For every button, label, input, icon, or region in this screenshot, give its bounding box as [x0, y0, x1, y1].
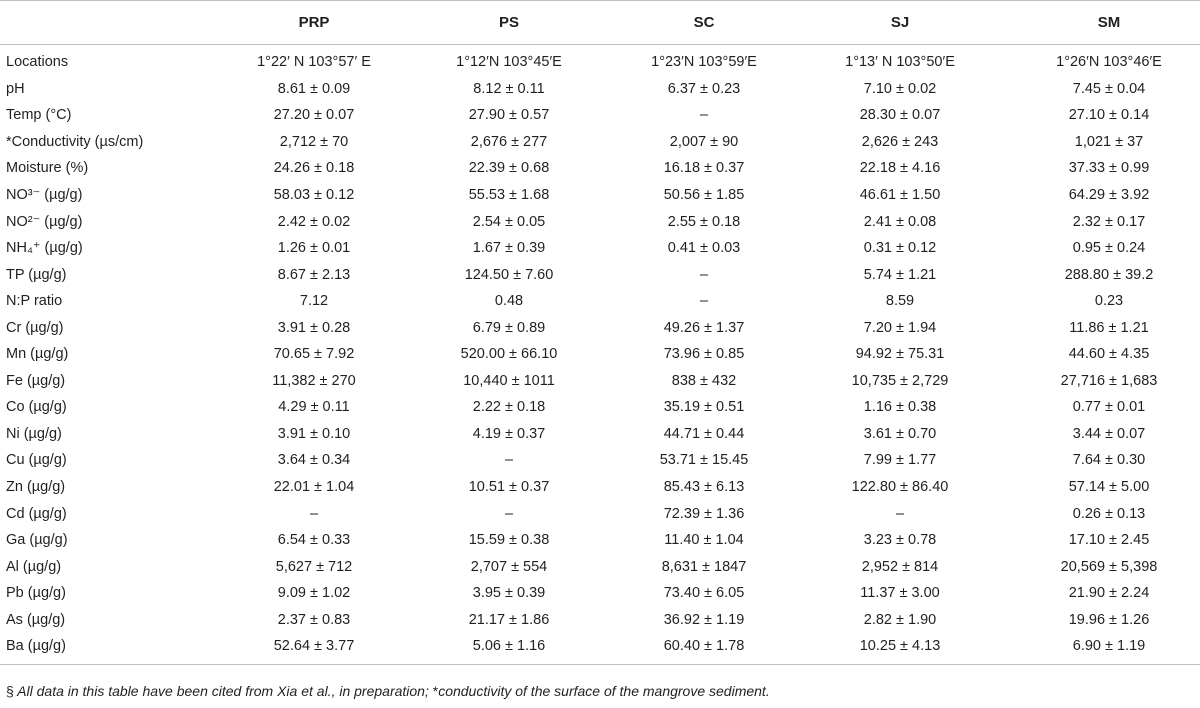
table-cell: 3.95 ± 0.39: [472, 585, 546, 602]
row-label: N:P ratio: [6, 293, 63, 310]
table-row: [0, 155, 1200, 182]
row-label: NO³⁻ (µg/g): [6, 187, 83, 203]
table-cell: 3.23 ± 0.78: [863, 532, 937, 549]
table-cell: 27,716 ± 1,683: [1060, 372, 1158, 389]
table-cell: 10,440 ± 1011: [463, 372, 555, 389]
row-label: Pb (µg/g): [6, 585, 66, 602]
table-cell: 2.37 ± 0.83: [277, 611, 351, 628]
table-cell: 11.86 ± 1.21: [1069, 319, 1149, 336]
table-row: [0, 606, 1200, 633]
row-label: *Conductivity (µs/cm): [6, 133, 144, 150]
row-label: Locations: [6, 54, 69, 71]
table-row: [0, 527, 1200, 554]
table-cell: 70.65 ± 7.92: [273, 346, 355, 363]
table-cell: 122.80 ± 86.40: [851, 479, 949, 496]
table-cell: 22.18 ± 4.16: [859, 160, 941, 177]
table-cell: 4.29 ± 0.11: [278, 399, 350, 416]
table-cell: 1°23′N 103°59′E: [651, 54, 757, 71]
table-cell: 1.26 ± 0.01: [277, 240, 351, 257]
table-header: [0, 1, 1200, 45]
table-cell: 57.14 ± 5.00: [1068, 479, 1150, 496]
table-cell: 4.19 ± 0.37: [472, 425, 546, 442]
table-cell: 10.51 ± 0.37: [468, 479, 550, 496]
table-cell: 8.12 ± 0.11: [473, 80, 545, 97]
table-row: [0, 447, 1200, 474]
table-cell: 9.09 ± 1.02: [277, 585, 351, 602]
table-cell: 3.44 ± 0.07: [1072, 425, 1146, 442]
table-cell: 124.50 ± 7.60: [464, 266, 554, 283]
row-label: Ba (µg/g): [0, 633, 216, 664]
table-cell: 73.96 ± 0.85: [663, 346, 745, 363]
table-cell: 0.31 ± 0.12: [863, 240, 937, 257]
table-cell: 7.45 ± 0.04: [1072, 80, 1146, 97]
table-cell: 6.37 ± 0.23: [667, 80, 741, 97]
table-cell: 2,007 ± 90: [669, 133, 739, 150]
table-cell: 2,712 ± 70: [279, 133, 349, 150]
table-cell: 8.61 ± 0.09: [277, 80, 351, 97]
table-body: [0, 45, 1200, 665]
table-cell: –: [699, 293, 709, 310]
row-label: Moisture (%): [6, 160, 89, 177]
row-label: Mn (µg/g): [6, 346, 69, 363]
table-row: [0, 288, 1200, 315]
table-cell: 35.19 ± 0.51: [663, 399, 745, 416]
header-cell-blank: [0, 1, 216, 45]
table-cell: 1°13′ N 103°50′E: [845, 54, 955, 71]
table-cell: 8,631 ± 1847: [661, 558, 747, 575]
row-label: Ni (µg/g): [6, 425, 62, 442]
table-cell: 85.43 ± 6.13: [663, 479, 745, 496]
table-cell: 6.79 ± 0.89: [472, 319, 546, 336]
table-cell: 11.37 ± 3.00: [860, 585, 940, 602]
table-cell: 22.39 ± 0.68: [468, 160, 550, 177]
table-row: [0, 235, 1200, 262]
table-cell: 8.67 ± 2.13: [277, 266, 351, 283]
table-cell: 46.61 ± 1.50: [859, 187, 941, 203]
table-cell: 1,021 ± 37: [1074, 133, 1144, 150]
footnote-marker: §: [6, 683, 14, 699]
table-cell: 2,952 ± 814: [861, 558, 939, 575]
table-cell: 21.17 ± 1.86: [468, 611, 550, 628]
table-cell: 24.26 ± 0.18: [273, 160, 355, 177]
table-cell: 49.26 ± 1.37: [663, 319, 745, 336]
table-cell: 1°26′N 103°46′E: [1056, 54, 1162, 71]
table-cell: 2,676 ± 277: [470, 133, 548, 150]
table-cell: 94.92 ± 75.31: [855, 346, 945, 363]
table-cell: 58.03 ± 0.12: [273, 187, 355, 203]
table-cell: 288.80 ± 39.2: [1064, 266, 1154, 283]
table-cell: 3.91 ± 0.10: [277, 425, 351, 442]
table-row: [0, 261, 1200, 288]
row-label: Ga (µg/g): [6, 532, 68, 549]
table-cell: 44.71 ± 0.44: [663, 425, 745, 442]
table-cell: 3.61 ± 0.70: [863, 425, 937, 442]
column-header-prp: PRP: [216, 1, 412, 45]
row-label: NH₄⁺ (µg/g): [6, 240, 83, 257]
table-cell: 5,627 ± 712: [275, 558, 353, 575]
table-cell: 27.10 ± 0.14: [1068, 107, 1150, 124]
table-cell: 20,569 ± 5,398: [1060, 558, 1158, 575]
table-cell: 2,707 ± 554: [470, 558, 548, 575]
table-cell: 0.95 ± 0.24: [1072, 240, 1146, 257]
table-cell: 3.91 ± 0.28: [277, 319, 351, 336]
table-cell: 5.74 ± 1.21: [863, 266, 937, 283]
table-row: [0, 182, 1200, 209]
table-cell: 60.40 ± 1.78: [606, 633, 802, 664]
row-label: Cd (µg/g): [6, 505, 67, 522]
table-cell: 2.41 ± 0.08: [863, 213, 937, 230]
row-label: Al (µg/g): [6, 558, 62, 575]
table-cell: 2.54 ± 0.05: [472, 213, 546, 230]
table-cell: 0.77 ± 0.01: [1072, 399, 1146, 416]
table-cell: 73.40 ± 6.05: [663, 585, 745, 602]
table-cell: 1°22′ N 103°57′ E: [257, 54, 371, 71]
row-label: TP (µg/g): [6, 266, 67, 283]
row-label: pH: [6, 80, 25, 97]
row-label: Fe (µg/g): [6, 372, 66, 389]
table-cell: 64.29 ± 3.92: [1068, 187, 1150, 203]
row-label: Cu (µg/g): [6, 452, 67, 469]
table-cell: 7.99 ± 1.77: [863, 452, 937, 469]
table-row: [0, 500, 1200, 527]
table-cell: 838 ± 432: [671, 372, 737, 389]
table-cell: 28.30 ± 0.07: [859, 107, 941, 124]
table-row: [0, 474, 1200, 501]
row-label: Zn (µg/g): [6, 479, 66, 496]
table-cell: 8.59: [885, 293, 915, 310]
table-cell: 27.20 ± 0.07: [273, 107, 355, 124]
table-row: [0, 314, 1200, 341]
table-cell: 7.64 ± 0.30: [1072, 452, 1146, 469]
table-row: [0, 394, 1200, 421]
row-label: Cr (µg/g): [6, 319, 64, 336]
table-cell: 1.16 ± 0.38: [863, 399, 937, 416]
table-cell: 11.40 ± 1.04: [664, 532, 744, 549]
table-row: [0, 208, 1200, 235]
table-cell: –: [504, 505, 514, 522]
table-cell: –: [699, 107, 709, 124]
table-cell: 19.96 ± 1.26: [1068, 611, 1150, 628]
footnote-text-a: All data in this table have been cited from Xia et al., in preparation;: [13, 683, 433, 699]
table-row: [0, 633, 1200, 664]
row-label: Co (µg/g): [6, 399, 67, 416]
table-cell: –: [309, 505, 319, 522]
table-cell: 7.20 ± 1.94: [863, 319, 937, 336]
table-cell: 2.32 ± 0.17: [1072, 213, 1146, 230]
column-header-sj: SJ: [802, 1, 998, 45]
column-header-sm: SM: [998, 1, 1200, 45]
table-cell: 2,626 ± 243: [861, 133, 939, 150]
table-row: [0, 341, 1200, 368]
table-cell: 7.10 ± 0.02: [863, 80, 937, 97]
row-label: Temp (°C): [6, 107, 72, 124]
table-cell: 1°12′N 103°45′E: [456, 54, 562, 71]
table-row: [0, 421, 1200, 448]
table-cell: 36.92 ± 1.19: [663, 611, 745, 628]
table-cell: 2.42 ± 0.02: [277, 213, 351, 230]
table-cell: 53.71 ± 15.45: [659, 452, 749, 469]
table-cell: 5.06 ± 1.16: [412, 633, 606, 664]
table-row: [0, 129, 1200, 156]
table-cell: 22.01 ± 1.04: [273, 479, 355, 496]
row-label: NO²⁻ (µg/g): [6, 213, 83, 230]
table-cell: 17.10 ± 2.45: [1068, 532, 1150, 549]
table-cell: 1.67 ± 0.39: [472, 240, 546, 257]
footnote-asterisk: *: [432, 683, 439, 699]
table-cell: 6.90 ± 1.19: [998, 633, 1200, 664]
table-row: [0, 45, 1200, 76]
table-row: [0, 553, 1200, 580]
table-cell: 10.25 ± 4.13: [802, 633, 998, 664]
table-cell: 27.90 ± 0.57: [468, 107, 550, 124]
table-cell: 0.41 ± 0.03: [667, 240, 741, 257]
table-cell: 44.60 ± 4.35: [1068, 346, 1150, 363]
table-cell: 52.64 ± 3.77: [216, 633, 412, 664]
table-cell: 11,382 ± 270: [272, 372, 356, 389]
column-header-sc: SC: [606, 1, 802, 45]
table-cell: 520.00 ± 66.10: [460, 346, 558, 363]
table-cell: 16.18 ± 0.37: [663, 160, 745, 177]
table-cell: –: [895, 505, 905, 522]
table-cell: 0.26 ± 0.13: [1072, 505, 1146, 522]
table-cell: 0.23: [1094, 293, 1124, 310]
table-cell: 50.56 ± 1.85: [663, 187, 745, 203]
table-cell: 37.33 ± 0.99: [1068, 160, 1150, 177]
table-cell: 21.90 ± 2.24: [1068, 585, 1150, 602]
header-row: [0, 1, 1200, 45]
table-footnote: [6, 683, 770, 699]
table-cell: 3.64 ± 0.34: [277, 452, 351, 469]
table-cell: 7.12: [299, 293, 329, 310]
column-header-ps: PS: [412, 1, 606, 45]
table-cell: –: [504, 452, 514, 469]
table-cell: 55.53 ± 1.68: [468, 187, 550, 203]
row-label: As (µg/g): [6, 611, 66, 628]
table-cell: 10,735 ± 2,729: [851, 372, 949, 389]
table-cell: –: [699, 266, 709, 283]
table-cell: 15.59 ± 0.38: [468, 532, 550, 549]
table-row: [0, 76, 1200, 103]
table-cell: 2.55 ± 0.18: [667, 213, 741, 230]
table-cell: 2.82 ± 1.90: [863, 611, 937, 628]
footnote-text-b: conductivity of the surface of the mangrove sediment.: [438, 683, 770, 699]
table-row: [0, 580, 1200, 607]
table-row: [0, 102, 1200, 129]
table-cell: 72.39 ± 1.36: [663, 505, 745, 522]
table-cell: 6.54 ± 0.33: [277, 532, 351, 549]
table-row: [0, 368, 1200, 395]
table-cell: 2.22 ± 0.18: [472, 399, 546, 416]
table-cell: 0.48: [494, 293, 524, 310]
